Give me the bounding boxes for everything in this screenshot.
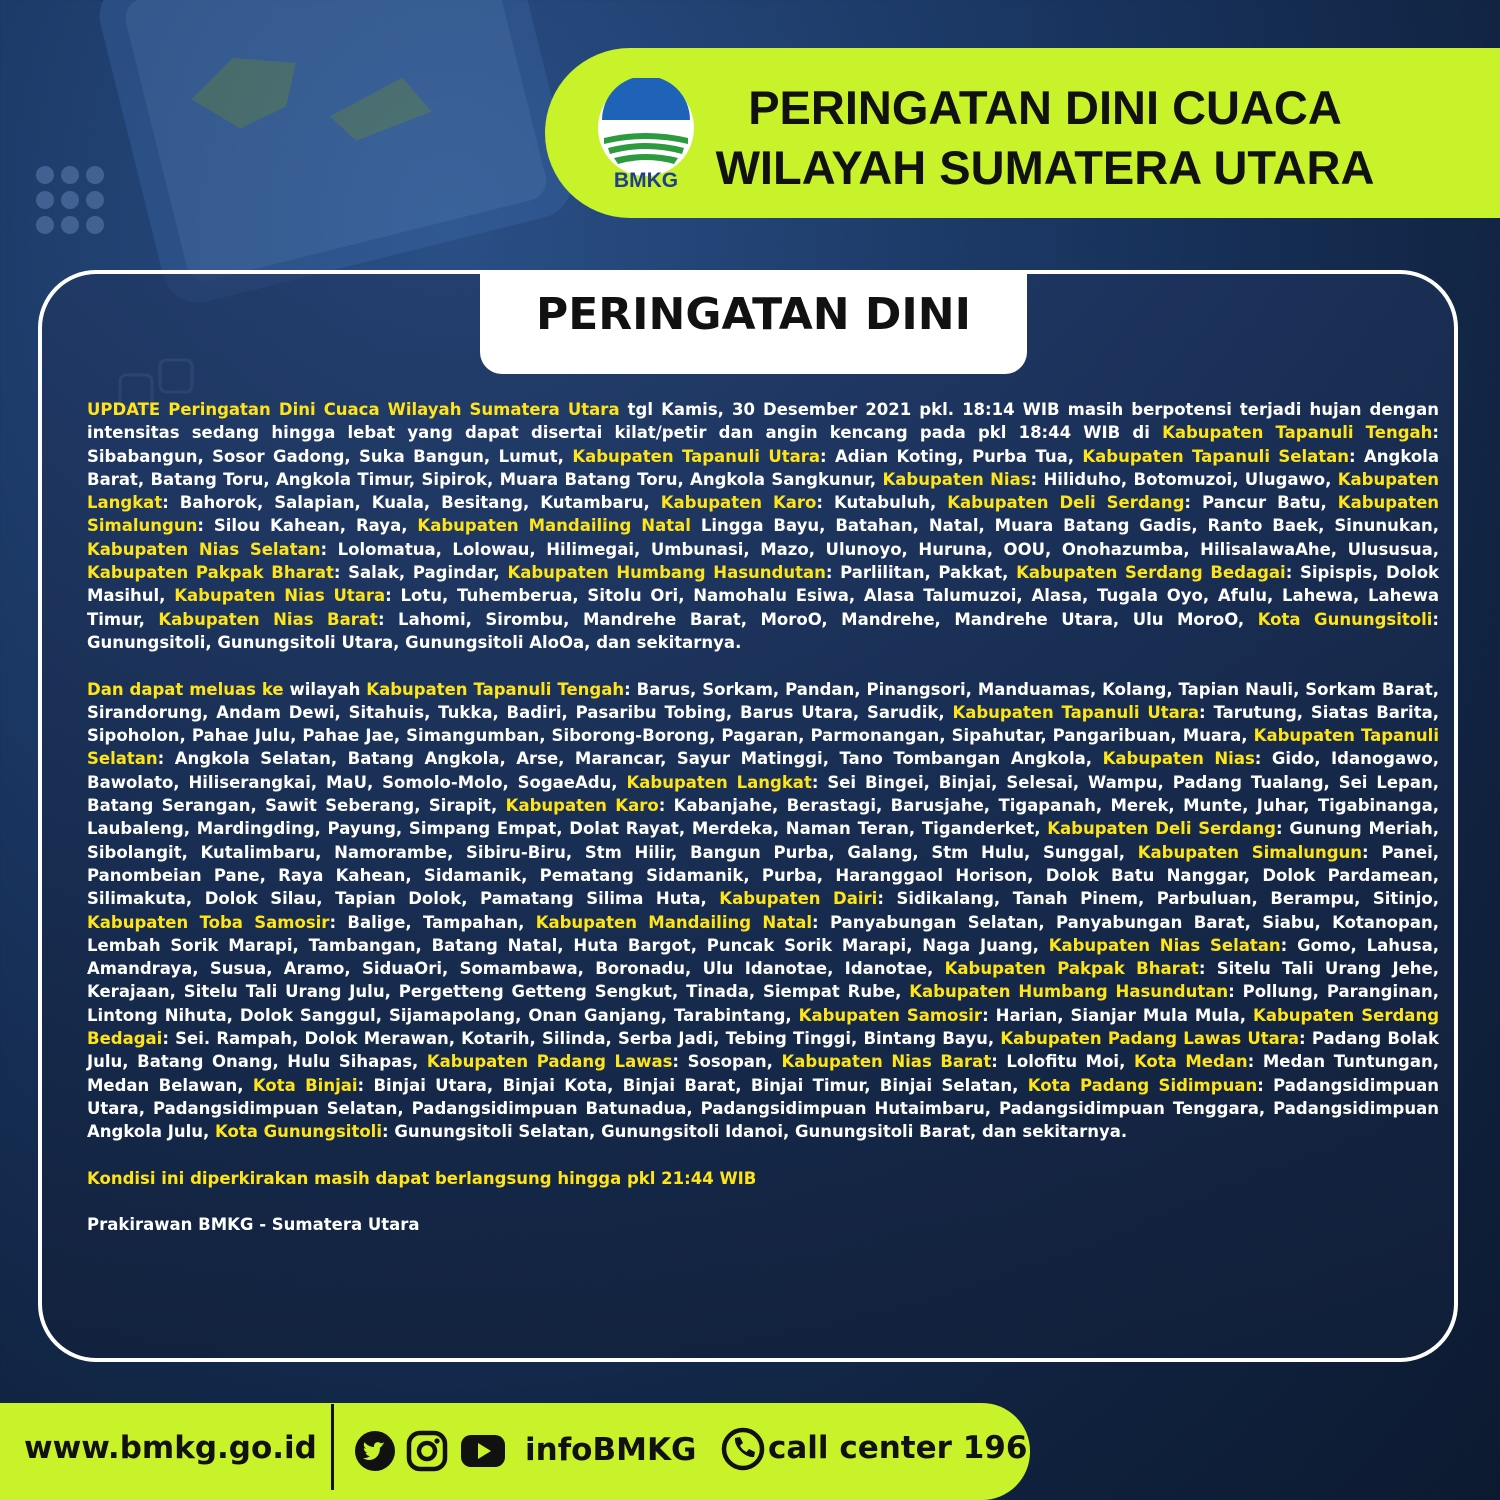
region-text: : Pollung, Paranginan, Lintong Nihuta, Dolok Sanggul, Sijamapolang, Onan Ganjang, Tarabintang, <box>87 982 1439 1025</box>
highlighted-region-text: Kota Padang Sidimpuan <box>1027 1075 1258 1095</box>
phone-icon[interactable] <box>720 1426 766 1472</box>
region-text: : Padangsidimpuan Utara, Padangsidimpuan Selatan, Padangsidimpuan Batunadua, Padangsidimpuan Hutaimbaru, Padangsidimpuan Tenggara, Padangsidimpuan Angkola Julu, <box>87 1075 1439 1142</box>
region-text: tgl Kamis, 30 Desember 2021 pkl. 18:14 WIB masih berpotensi terjadi hujan dengan intensitas sedang hingga lebat yang dapat disertai kilat/petir dan angin kencang pada pkl 18:44 WIB di <box>87 400 1439 443</box>
highlighted-region-text: Kabupaten Tapanuli Selatan <box>87 726 1439 769</box>
region-text: : Bahorok, Salapian, Kuala, Besitang, Kutambaru, <box>162 493 661 513</box>
highlighted-region-text: Kabupaten Nias Utara <box>174 586 386 606</box>
highlighted-region-text: Kabupaten Serdang Bedagai <box>1016 563 1286 583</box>
call-center-text: call center 196 <box>768 1430 1028 1466</box>
region-text: : Silou Kahean, Raya, <box>197 516 418 536</box>
highlighted-region-text: Kabupaten Pakpak Bharat <box>944 959 1199 979</box>
highlighted-region-text: Kota Medan <box>1133 1052 1248 1072</box>
region-text: Lingga Bayu, Batahan, Natal, Muara Batang Gadis, Ranto Baek, Sinunukan, <box>690 516 1439 536</box>
logo-text: BMKG <box>613 169 679 190</box>
highlighted-region-text: Kota Binjai <box>252 1075 358 1095</box>
highlighted-region-text: Dan dapat meluas ke <box>87 679 284 699</box>
highlighted-region-text: Kabupaten Simalungun <box>87 493 1440 536</box>
highlighted-region-text: Kabupaten Humbang Hasundutan <box>507 563 826 583</box>
highlighted-region-text: Kabupaten Toba Samosir <box>87 912 330 932</box>
highlighted-region-text: Kabupaten Tapanuli Tengah <box>366 679 625 699</box>
highlighted-region-text: Kondisi ini diperkirakan masih dapat berlangsung hingga pkl 21:44 WIB <box>87 1168 757 1188</box>
region-text: : Tarutung, Siatas Barita, Sipoholon, Pahae Julu, Pahae Jae, Simangumban, Siborong-Borong, Pagaran, Parmonangan, Sipahutar, Pangaribuan, Muara, <box>87 702 1439 746</box>
youtube-icon[interactable] <box>460 1433 506 1469</box>
panel-title: PERINGATAN DINI <box>535 289 971 340</box>
twitter-icon[interactable] <box>354 1430 396 1472</box>
region-text: : Padang Bolak Julu, Batang Onang, Hulu Sihapas, <box>87 1029 1439 1072</box>
region-text: : Harian, Sianjar Mula Mula, <box>982 1005 1254 1025</box>
region-text: : Kutabuluh, <box>816 493 948 513</box>
highlighted-region-text: Kabupaten Humbang Hasundutan <box>909 982 1229 1002</box>
region-text: : Panyabungan Selatan, Panyabungan Barat, Siabu, Kotanopan, Lembah Sorik Marapi, Tambangan, Batang Natal, Huta Bargot, Puncak Sorik Marapi, Naga Juang, <box>87 912 1439 955</box>
highlighted-region-text: Kabupaten Nias Selatan <box>1048 935 1281 955</box>
region-text: : Gido, Idanogawo, Bawolato, Hiliserangkai, MaU, Somolo-Molo, SogaeAdu, <box>87 749 1439 792</box>
region-text: : Pancur Batu, <box>1184 493 1338 513</box>
region-text: : Binjai Utara, Binjai Kota, Binjai Barat, Binjai Timur, Binjai Selatan, <box>357 1075 1028 1095</box>
highlighted-region-text: Kabupaten Langkat <box>626 772 812 792</box>
highlighted-region-text: Kabupaten Nias Barat <box>158 609 378 629</box>
warning-paragraph <box>87 678 1439 1144</box>
region-text: : Medan Tuntungan, Medan Belawan, <box>87 1052 1440 1095</box>
warning-body-text <box>87 398 1439 1260</box>
region-text: : Panei, Panombeian Pane, Raya Kahean, Sidamanik, Pematang Sidamanik, Purba, Haranggaol Horison, Dolok Batu Nanggar, Dolok Pardamean, Silimakuta, Dolok Silau, Tapian Dolok, Pamatang Silima Huta, <box>87 842 1439 909</box>
region-text: : Sidikalang, Tanah Pinem, Parbuluan, Berampu, Sitinjo, <box>877 889 1439 909</box>
highlighted-region-text: Kabupaten Tapanuli Utara <box>952 702 1200 722</box>
region-text: : Sei Bingei, Binjai, Selesai, Wampu, Padang Tualang, Sei Lepan, Batang Serangan, Sawit Seberang, Sirapit, <box>87 772 1440 816</box>
warning-paragraph <box>87 398 1439 654</box>
region-text: : Adian Koting, Purba Tua, <box>820 446 1083 466</box>
highlighted-region-text: Kabupaten Karo <box>660 493 817 513</box>
region-text: : Salak, Pagindar, <box>333 563 508 583</box>
region-text: : Sipispis, Dolok Masihul, <box>87 563 1439 606</box>
header-title <box>705 78 1385 198</box>
region-text: : Gunungsitoli, Gunungsitoli Utara, Gunungsitoli AloOa, dan sekitarnya. <box>87 609 1440 652</box>
region-text: : Balige, Tampahan, <box>329 912 536 932</box>
highlighted-region-text: Kabupaten Tapanuli Selatan <box>1082 446 1350 466</box>
warning-paragraph <box>87 1167 1439 1190</box>
highlighted-region-text: Kabupaten Deli Serdang <box>1047 819 1276 839</box>
highlighted-region-text: Kota Gunungsitoli <box>1257 609 1433 629</box>
highlighted-region-text: Kabupaten Samosir <box>798 1005 983 1025</box>
highlighted-region-text: UPDATE Peringatan Dini Cuaca Wilayah Sumatera Utara <box>87 400 620 419</box>
highlighted-region-text: Kabupaten Langkat <box>87 469 1440 513</box>
region-text: : Lolofitu Moi, <box>991 1052 1134 1072</box>
highlighted-region-text: Kabupaten Mandailing Natal <box>417 516 691 536</box>
highlighted-region-text: Kota Gunungsitoli <box>215 1122 382 1142</box>
highlighted-region-text: Kabupaten Nias <box>1102 749 1255 769</box>
region-text: : Parlilitan, Pakkat, <box>825 563 1017 583</box>
highlighted-region-text: Kabupaten Tapanuli Utara <box>572 446 821 466</box>
highlighted-region-text: Kabupaten Nias <box>882 469 1031 489</box>
highlighted-region-text: Kabupaten Tapanuli Tengah <box>1162 423 1433 443</box>
highlighted-region-text: Kabupaten Dairi <box>719 889 878 909</box>
highlighted-region-text: Kabupaten Pakpak Bharat <box>87 563 334 583</box>
region-text: : Lahomi, Sirombu, Mandrehe Barat, MoroO, Mandrehe, Mandrehe Utara, Ulu MoroO, <box>377 609 1258 629</box>
highlighted-region-text: Kabupaten Karo <box>505 796 659 816</box>
highlighted-region-text: Kabupaten Padang Lawas <box>426 1052 673 1072</box>
highlighted-region-text: Kabupaten Mandailing Natal <box>535 912 813 932</box>
region-text: : Gunung Meriah, Sibolangit, Kutalimbaru, Namorambe, Sibiru-Biru, Stm Hilir, Bangun Purba, Galang, Stm Hulu, Sunggal, <box>87 819 1439 862</box>
region-text: : Lotu, Tuhemberua, Sitolu Ori, Namohalu Esiwa, Alasa Talumuzoi, Alasa, Tugala Oyo, Afulu, Lahewa, Lahewa Timur, <box>87 586 1439 629</box>
region-text: : Lolomatua, Lolowau, Hilimegai, Umbunasi, Mazo, Ulunoyo, Huruna, OOU, Onohazumba, HilisalawaAhe, Ulususua, <box>320 539 1439 559</box>
highlighted-region-text: Kabupaten Simalungun <box>1137 842 1363 862</box>
highlighted-region-text: Kabupaten Deli Serdang <box>947 493 1185 513</box>
region-text: : Hiliduho, Botomuzoi, Ulugawo, <box>1030 469 1338 489</box>
region-text: : Barus, Sorkam, Pandan, Pinangsori, Manduamas, Kolang, Tapian Nauli, Sorkam Barat, Sirandorung, Andam Dewi, Sitahuis, Tukka, Badiri, Pasaribu Tobing, Barus Utara, Sarudik, <box>87 679 1439 722</box>
social-handle[interactable]: infoBMKG <box>525 1432 697 1468</box>
bmkg-logo <box>596 78 700 190</box>
warning-paragraph <box>87 1213 1439 1236</box>
highlighted-region-text: Kabupaten Serdang Bedagai <box>87 1005 1440 1049</box>
website-link[interactable]: www.bmkg.go.id <box>24 1430 317 1466</box>
region-text: : Angkola Selatan, Batang Angkola, Arse, Marancar, Sayur Matinggi, Tano Tombangan Angkola, <box>157 749 1103 769</box>
highlighted-region-text: Kabupaten Nias Selatan <box>87 539 321 559</box>
region-text: Prakirawan BMKG - Sumatera Utara <box>87 1215 420 1235</box>
footer-divider <box>331 1404 334 1490</box>
instagram-icon[interactable] <box>406 1430 448 1472</box>
region-text: : Kabanjahe, Berastagi, Barusjahe, Tigapanah, Merek, Munte, Juhar, Tigabinanga, Laubaleng, Mardingding, Payung, Simpang Empat, Dolat Rayat, Merdeka, Naman Teran, Tiganderket, <box>87 796 1440 839</box>
region-text: : Sei. Rampah, Dolok Merawan, Kotarih, Silinda, Serba Jadi, Tebing Tinggi, Bintang Bayu, <box>162 1029 1001 1049</box>
highlighted-region-text: Kabupaten Padang Lawas Utara <box>1000 1029 1300 1049</box>
header-title-line2: WILAYAH SUMATERA UTARA <box>715 141 1375 194</box>
region-text: : Sibabangun, Sosor Gadong, Suka Bangun, Lumut, <box>87 423 1439 466</box>
region-text: : Sitelu Tali Urang Jehe, Kerajaan, Sitelu Tali Urang Julu, Pergetteng Getteng Sengkut, Tinada, Siempat Rube, <box>87 959 1440 1002</box>
region-text: : Gomo, Lahusa, Amandraya, Susua, Aramo, SiduaOri, Somambawa, Boronadu, Ulu Idanotae, Idanotae, <box>87 935 1439 979</box>
region-text: : Sosopan, <box>672 1052 782 1072</box>
region-text: : Gunungsitoli Selatan, Gunungsitoli Idanoi, Gunungsitoli Barat, dan sekitarnya. <box>381 1122 1128 1142</box>
highlighted-region-text: Kabupaten Nias Barat <box>781 1052 992 1072</box>
header-title-line1: PERINGATAN DINI CUACA <box>748 81 1342 134</box>
region-text: : Angkola Barat, Batang Toru, Angkola Timur, Sipirok, Muara Batang Toru, Angkola Sangkunur, <box>87 446 1439 489</box>
region-text: wilayah <box>283 679 367 699</box>
